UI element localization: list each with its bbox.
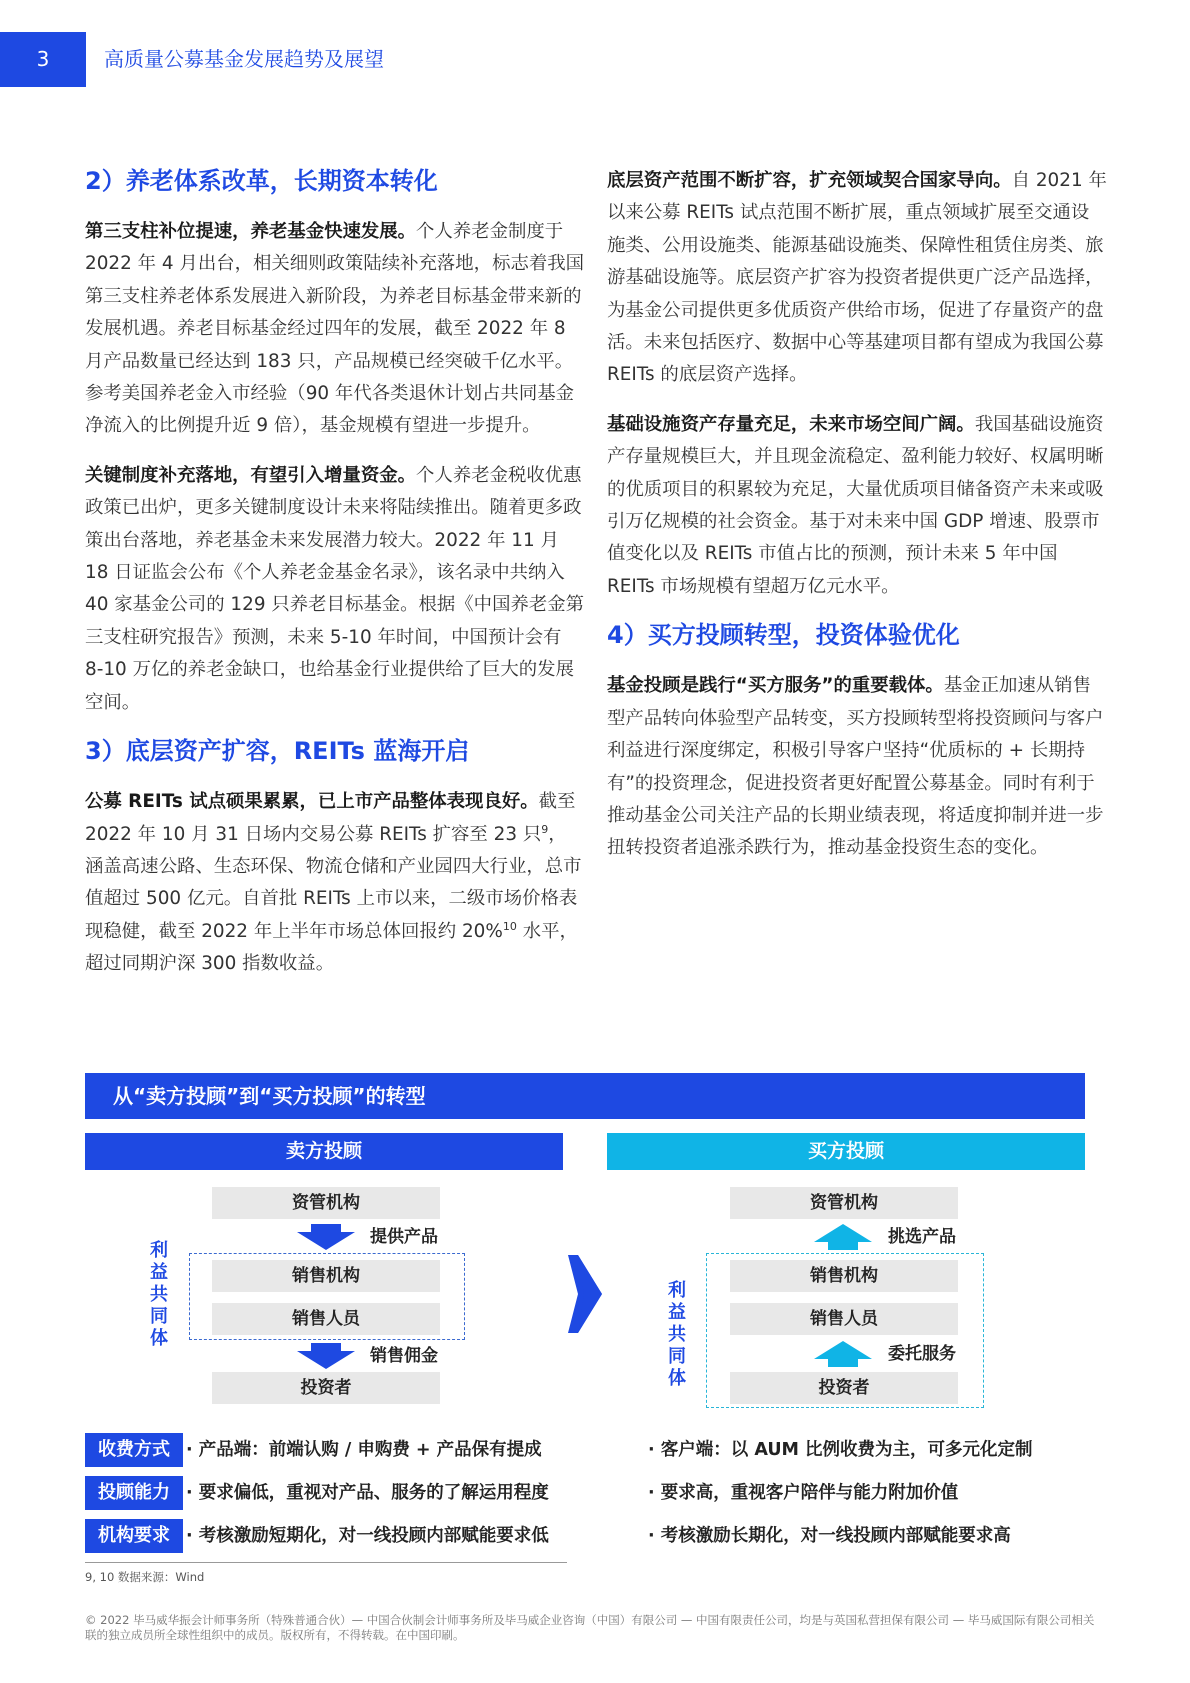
sell-down-arrow-icon: [297, 1343, 355, 1369]
section-4-heading: 4）买方投顾转型，投资体验优化: [607, 621, 960, 650]
sell-side-provide-product-label: 提供产品: [370, 1227, 438, 1247]
footnote-divider: [85, 1562, 567, 1563]
paragraph-advisory: [607, 670, 1107, 864]
sell-side-commission-label: 销售佣金: [370, 1346, 438, 1366]
sell-side-fee-bullet: · 产品端：前端认购 / 申购费 + 产品保有提成: [186, 1440, 542, 1460]
paragraph-lead: 基金投顾是践行“买方服务”的重要载体。: [607, 675, 944, 697]
buy-up-arrow-icon: [814, 1224, 872, 1250]
paragraph-body: 个人养老金税收优惠政策已出炉，更多关键制度设计未来将陆续推出。随着更多政策出台落地，养老基金未来发展潜力较大。2022 年 11 月 18 日证监会公布《个人养老金基金名录》，该名录中共纳入 40 家基金公司的 129 只养老目标基金。根据《中国养老金第三支柱研究报告》预测，未来 5-10 年时间，中国预计会有 8-10 万亿的养老金缺口，也给基金行业提供给了巨大的发展空间。: [85, 464, 585, 713]
tag-advisory-capability: 投顾能力: [85, 1476, 183, 1510]
buy-side-header: 买方投顾: [607, 1133, 1085, 1170]
paragraph-body: 水平，超过同期沪深 300 指数收益。: [85, 920, 578, 975]
sell-side-requirement-bullet: · 考核激励短期化，对一线投顾内部赋能要求低: [186, 1526, 549, 1546]
sell-side-asset-manager-box: 资管机构: [212, 1187, 440, 1219]
buy-side-capability-bullet: · 要求高，重视客户陪伴与能力附加价值: [648, 1483, 959, 1503]
paragraph-lead: 基础设施资产存量充足，未来市场空间广阔。: [607, 413, 975, 435]
sell-side-community-label: [149, 1240, 169, 1350]
buy-side-investor-box: 投资者: [730, 1372, 958, 1404]
buy-side-entrust-service-label: 委托服务: [888, 1344, 956, 1364]
paragraph-pension-policy: [85, 460, 585, 719]
paragraph-body: 自 2021 年以来公募 REITs 试点范围不断扩展，重点领域扩展至交通设施类、公用设施类、能源基础设施类、保障性租赁住房类、旅游基础设施等。底层资产扩容为投资者提供更广泛产品选择，为基金公司提供更多优质资产供给市场，促进了存量资产的盘活。未来包括医疗、数据中心等基建项目都有望成为我国公募 REITs 的底层资产选择。: [607, 170, 1107, 386]
buy-side-sales-org-box: 销售机构: [730, 1260, 958, 1292]
buy-side-requirement-bullet: · 考核激励长期化，对一线投顾内部赋能要求高: [648, 1526, 1011, 1546]
section-3-heading: 3）底层资产扩容，REITs 蓝海开启: [85, 737, 470, 766]
footnote-ref-10: 10: [502, 919, 517, 933]
right-column: [607, 163, 1107, 865]
paragraph-pension-growth: [85, 216, 585, 443]
paragraph-reits-scope: [607, 165, 1107, 392]
sell-side-header: 卖方投顾: [85, 1133, 563, 1170]
buy-side-fee-bullet: · 客户端：以 AUM 比例收费为主，可多元化定制: [648, 1440, 1033, 1460]
community-char: 体: [150, 1328, 168, 1349]
footnote-ref-9: 9: [541, 822, 549, 836]
paragraph-body: ，涵盖高速公路、生态环保、物流仓储和产业园四大行业，总市值超过 500 亿元。自首批 REITs 上市以来，二级市场价格表现稳健，截至 2022 年上半年市场总体回报约 20%: [85, 823, 582, 942]
paragraph-infrastructure: [607, 409, 1107, 603]
buy-up-arrow-icon: [814, 1341, 872, 1367]
community-char: 利: [668, 1280, 686, 1301]
community-char: 共: [150, 1284, 168, 1305]
paragraph-reits-performance: [85, 786, 585, 980]
sell-side-sales-org-box: 销售机构: [212, 1260, 440, 1292]
tag-institution-requirement: 机构要求: [85, 1519, 183, 1553]
paragraph-body: 截至 2022 年 10 月 31 日场内交易公募 REITs 扩容至 23 只: [85, 791, 576, 845]
community-char: 体: [668, 1368, 686, 1389]
buy-side-community-label: [667, 1280, 687, 1390]
paragraph-body: 个人养老金制度于 2022 年 4 月出台，相关细则政策陆续补充落地，标志着我国第三支柱养老体系发展进入新阶段，为养老目标基金带来新的发展机遇。养老目标基金经过四年的发展，截至 2022 年 8 月产品数量已经达到 183 只，产品规模已经突破千亿水平。参考美国养老金入市经验（90 年代各类退休计划占共同基金净流入的比例提升近 9 倍），基金规模有望进一步提升。: [85, 221, 585, 437]
paragraph-lead: 第三支柱补位提速，养老基金快速发展。: [85, 221, 417, 242]
buy-side-select-product-label: 挑选产品: [888, 1227, 956, 1247]
diagram-banner: 从“卖方投顾”到“买方投顾”的转型: [85, 1073, 1085, 1119]
paragraph-body: 我国基础设施资产存量规模巨大，并且现金流稳定、盈利能力较好、权属明晰的优质项目的积累较为充足，大量优质项目储备资产未来或吸引万亿规模的社会资金。基于对未来中国 GDP 增速、股票市值变化以及 REITs 市值占比的预测，预计未来 5 年中国 REITs 市场规模有望超万亿元水平。: [607, 413, 1104, 597]
footnote: 9, 10 数据来源：Wind: [85, 1570, 205, 1584]
left-column: [85, 163, 585, 981]
sell-down-arrow-icon: [297, 1224, 355, 1250]
transition-arrow-icon: [568, 1255, 602, 1333]
sell-side-capability-bullet: · 要求偏低，重视对产品、服务的了解运用程度: [186, 1483, 549, 1503]
buy-side-asset-manager-box: 资管机构: [730, 1187, 958, 1219]
header-title: 高质量公募基金发展趋势及展望: [104, 47, 384, 71]
community-char: 益: [150, 1262, 168, 1283]
paragraph-body: 基金正加速从销售型产品转向体验型产品转变，买方投顾转型将投资顾问与客户利益进行深度绑定，积极引导客户坚持“优质标的 + 长期持有”的投资理念，促进投资者更好配置公募基金。同时有利于推动基金公司关注产品的长期业绩表现，将适度抑制并进一步扭转投资者追涨杀跌行为，推动基金投资生态的变化。: [607, 675, 1104, 859]
sell-side-salesperson-box: 销售人员: [212, 1303, 440, 1335]
section-2-heading: 2）养老体系改革，长期资本转化: [85, 167, 438, 195]
buy-side-salesperson-box: 销售人员: [730, 1303, 958, 1335]
community-char: 同: [668, 1346, 686, 1367]
community-char: 共: [668, 1324, 686, 1345]
sell-side-investor-box: 投资者: [212, 1372, 440, 1404]
paragraph-lead: 底层资产范围不断扩容，扩充领域契合国家导向。: [607, 170, 1012, 191]
page-number: 3: [0, 32, 86, 87]
copyright-notice: © 2022 毕马威华振会计师事务所（特殊普通合伙）— 中国合伙制会计师事务所及毕马威企业咨询（中国）有限公司 — 中国有限责任公司，均是与英国私营担保有限公司 — 毕马威国际有限公司相关联的独立成员所全球性组织中的成员。版权所有，不得转载。在中国印刷。: [85, 1613, 1095, 1642]
community-char: 同: [150, 1306, 168, 1327]
community-char: 益: [668, 1302, 686, 1323]
paragraph-lead: 公募 REITs 试点硕果累累，已上市产品整体表现良好。: [85, 791, 539, 813]
paragraph-lead: 关键制度补充落地，有望引入增量资金。: [85, 464, 417, 486]
tag-fee-model: 收费方式: [85, 1433, 183, 1467]
community-char: 利: [150, 1240, 168, 1261]
